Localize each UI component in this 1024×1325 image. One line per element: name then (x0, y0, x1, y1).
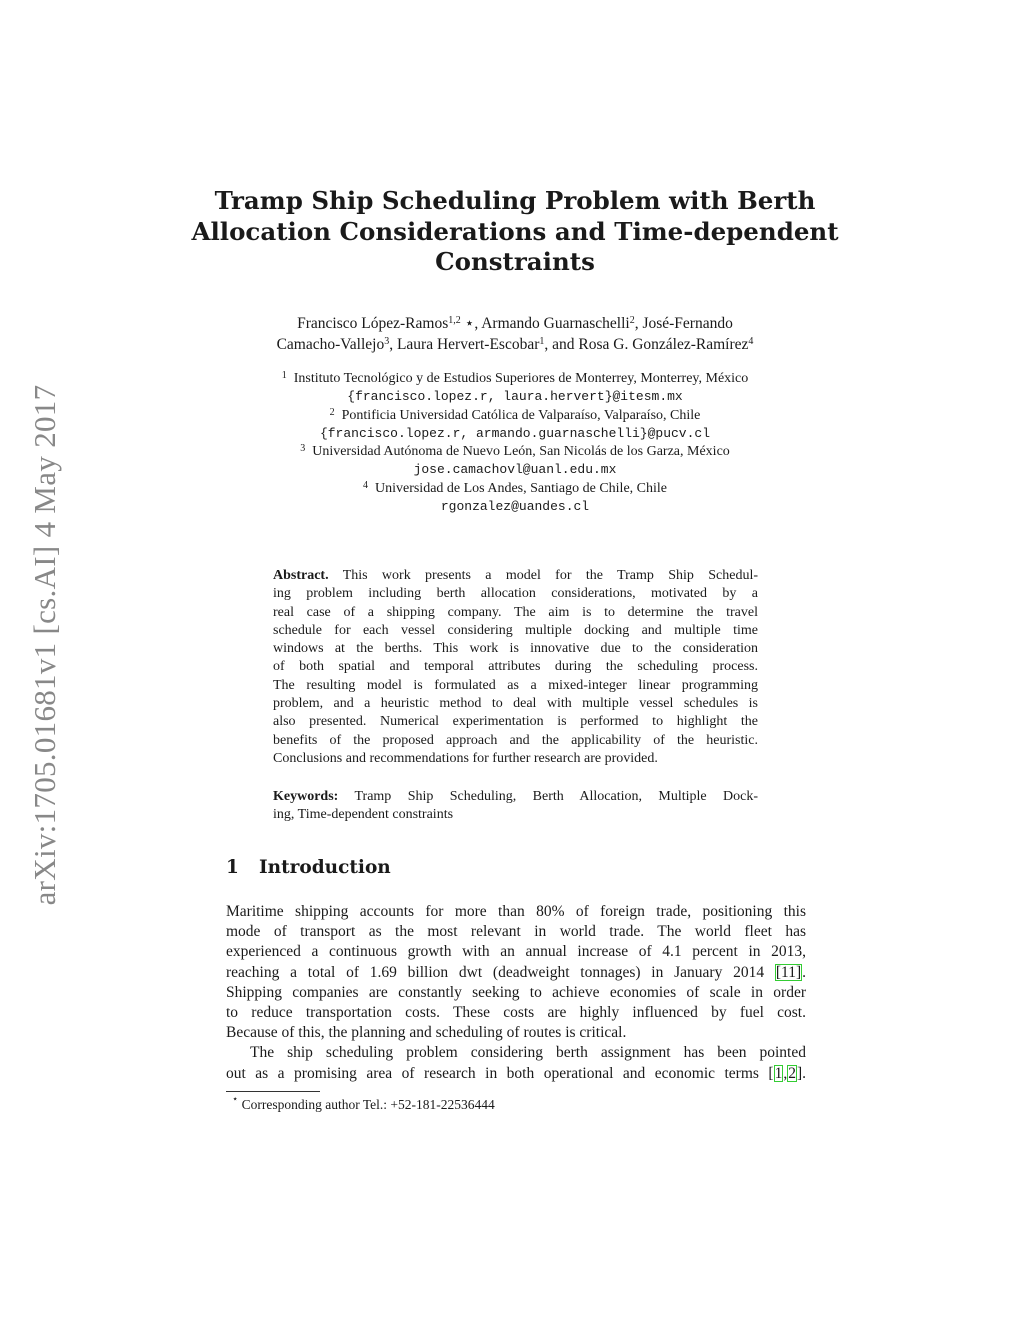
author-name: , Laura Hervert-Escobar (389, 336, 540, 353)
section-title: Introduction (259, 857, 391, 878)
author-name: , Armando Guarnaschelli (474, 315, 630, 332)
affiliation-name: $^4$ Universidad de Los Andes, Santiago de Chile, Chile (362, 479, 667, 496)
author-name: , José-Fernando (634, 315, 733, 332)
affiliation-mark: 3 (384, 336, 390, 347)
affiliation-email: jose.camachovl@uanl.edu.mx (413, 462, 617, 478)
paragraph-line: Shipping companies are constantly seeking to achieve economies of scale in order (226, 983, 806, 1001)
author-line (180, 313, 850, 334)
affiliation-mark: 4 (748, 336, 754, 347)
author-name: Camacho-Vallejo (276, 336, 385, 353)
affiliations (180, 370, 850, 516)
title-line: Constraints (435, 247, 595, 276)
author-name: Francisco López-Ramos (297, 315, 449, 332)
abstract-line: windows at the berths. This work is innovative due to the consideration (273, 641, 758, 657)
affiliation-mark: 1 (539, 336, 545, 347)
affiliation-email: {francisco.lopez.r, laura.hervert}@itesm.mx (347, 389, 683, 405)
abstract (273, 567, 758, 768)
keywords (273, 788, 758, 825)
footnote-mark: ⋆ (232, 1094, 239, 1105)
abstract-line: Conclusions and recommendations for further research are provided. (273, 750, 658, 766)
keywords-line: ing, Time-dependent constraints (273, 807, 454, 823)
paragraph-line: out as a promising area of research in both operational and economic terms [1,2]. (226, 1064, 806, 1082)
abstract-line: The resulting model is formulated as a mixed-integer linear programming (273, 677, 758, 693)
paragraph-line: mode of transport as the most relevant in world trade. The world fleet has (226, 923, 806, 941)
abstract-line: also presented. Numerical experimentation is performed to highlight the (273, 714, 758, 730)
section-number: 1 (226, 857, 239, 878)
author-line (180, 334, 850, 355)
paragraph-line: experienced a continuous growth with an annual increase of 4.1 percent in 2013, (226, 943, 806, 961)
abstract-line: real case of a shipping company. The aim is to determine the travel (273, 604, 758, 620)
affiliation-email: {francisco.lopez.r, armando.guarnaschelli}@pucv.cl (319, 425, 711, 441)
paragraph-line: The ship scheduling problem considering berth assignment has been pointed (250, 1044, 806, 1062)
author-name: , and Rosa G. González-Ramírez (544, 336, 749, 353)
keywords-label: Keywords: (273, 789, 339, 804)
arxiv-identifier: arXiv:1705.01681v1 [cs.AI] 4 May 2017 (27, 384, 62, 906)
citation-link[interactable]: [11] (775, 963, 802, 981)
affiliation-mark: 1,2 (448, 315, 461, 326)
abstract-line: ing problem including berth allocation considerations, motivated by a (273, 586, 758, 602)
abstract-line: Abstract. This work presents a model for the Tramp Ship Schedul- (273, 568, 758, 583)
affiliation-name: $^2$ Pontificia Universidad Católica de Valparaíso, Valparaíso, Chile (329, 406, 701, 423)
paragraph-line: reaching a total of 1.69 billion dwt (deadweight tonnages) in January 2014 [11]. (226, 963, 806, 981)
paragraph-line: to reduce transportation costs. These costs are highly influenced by fuel cost. (226, 1004, 806, 1022)
abstract-line: problem, and a heuristic method to deal with multiple vessel schedules is (273, 696, 758, 712)
affiliation-name: $^1$ Instituto Tecnológico y de Estudios Superiores de Monterrey, Monterrey, México (281, 370, 749, 386)
affiliation-name: $^3$ Universidad Autónoma de Nuevo León, San Nicolás de los Garza, México (300, 443, 730, 460)
section-heading (226, 857, 391, 878)
abstract-line: schedule for each vessel considering multiple docking and multiple time (273, 622, 758, 638)
footnote: ⋆ Corresponding author Tel.: +52-181-22536444 (232, 1094, 495, 1112)
affiliation-email: rgonzalez@uandes.cl (440, 499, 590, 515)
affiliation-mark: 2 (629, 315, 635, 326)
title-line: Tramp Ship Scheduling Problem with Berth (214, 186, 816, 215)
abstract-line: benefits of the proposed approach and the applicability of the heuristic. (273, 732, 758, 748)
corresponding-star: ⋆ (460, 315, 475, 332)
abstract-line: of both spatial and temporal attributes during the scheduling process. (273, 659, 758, 675)
citation-link[interactable]: 2 (788, 1064, 796, 1082)
keywords-line: Keywords: Tramp Ship Scheduling, Berth Allocation, Multiple Dock- (273, 789, 758, 804)
paragraph-line: Because of this, the planning and scheduling of routes is critical. (226, 1024, 627, 1042)
title-line: Allocation Considerations and Time-dependent (191, 216, 839, 246)
paragraph-line: Maritime shipping accounts for more than 80% of foreign trade, positioning this (226, 903, 806, 920)
abstract-label: Abstract. (273, 568, 329, 583)
citation-link[interactable]: 1 (774, 1064, 783, 1082)
footnote-rule (226, 1091, 320, 1092)
body-text (226, 902, 806, 1084)
author-list (180, 313, 850, 355)
paper-title (180, 186, 850, 278)
